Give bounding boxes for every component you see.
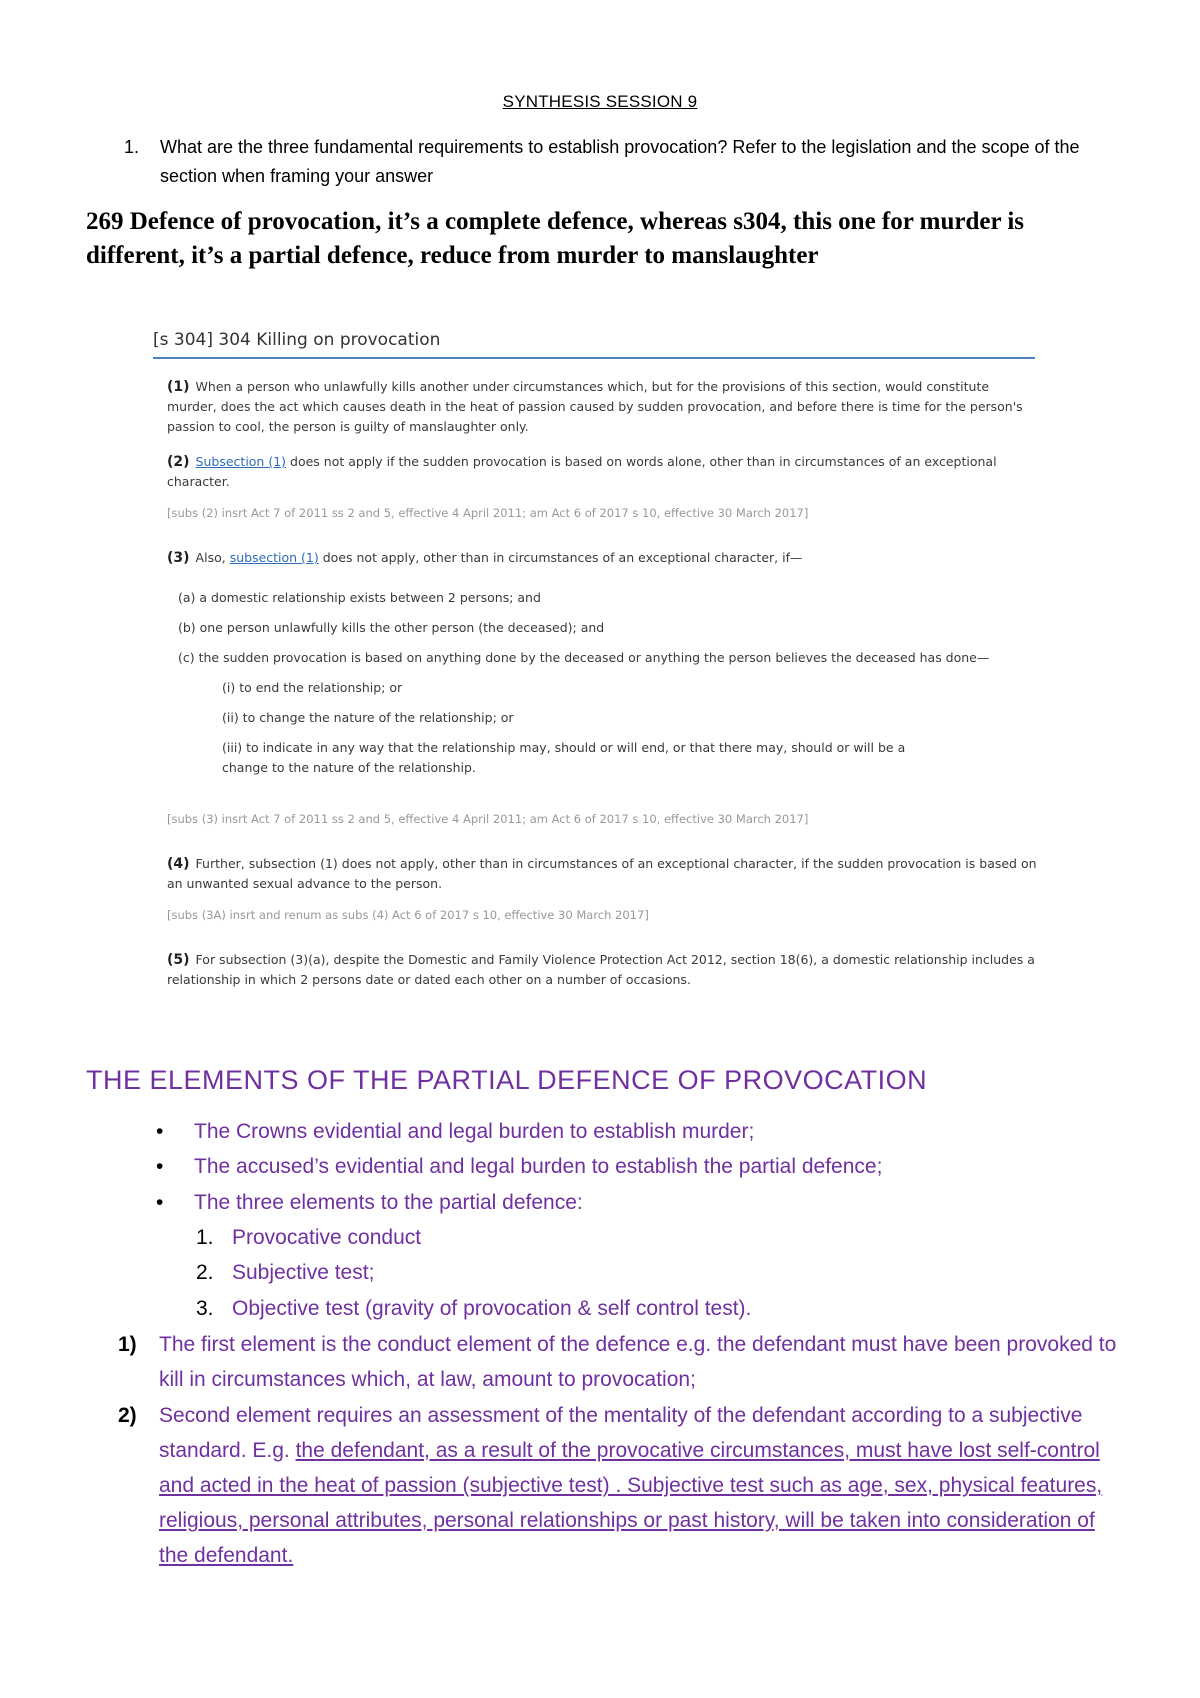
bullet-text: The three elements to the partial defence: (194, 1191, 583, 1214)
paragraph-b: (b) one person unlawfully kills the other person (the deceased); and (178, 620, 605, 635)
point-text: The first element is the conduct element of the defence e.g. the defendant must have been provoked to kill in circumstances which, at law, amount to provocation; (159, 1333, 1117, 1391)
bullet-icon: • (156, 1120, 164, 1143)
amendment-note: [subs (3) insrt Act 7 of 2011 ss 2 and 5, effective 4 April 2011; am Act 6 of 2017 s 10, effective 30 March 2017] (167, 812, 809, 826)
subsection-link[interactable]: subsection (1) (229, 550, 319, 565)
subsection-1 (167, 377, 1037, 437)
paragraph-a: (a) a domestic relationship exists between 2 persons; and (178, 590, 541, 605)
subparagraph-ii: (ii) to change the nature of the relationship; or (222, 710, 514, 725)
point-underlined-text: the defendant, as a result of the provocative circumstances, must have lost self-control and acted in the heat of passion (subjective test) . Subjective test such as age, sex, physical features, religious, personal attributes, personal relationships or past history, will be taken into consideration of the defendant. (159, 1439, 1103, 1567)
page-title: SYNTHESIS SESSION 9 (502, 92, 698, 111)
subsection-text: Further, subsection (1) does not apply, other than in circumstances of an exceptional character, if the sudden provocation is based on an unwanted sexual advance to the person. (167, 856, 1037, 891)
point-number: 2) (118, 1404, 137, 1427)
item-text: Provocative conduct (232, 1226, 422, 1249)
subsection-2 (167, 452, 1037, 492)
bullet-text: The Crowns evidential and legal burden to establish murder; (194, 1120, 755, 1143)
subsection-text: For subsection (3)(a), despite the Domestic and Family Violence Protection Act 2012, section 18(6), a domestic relationship includes a relationship in which 2 persons date or dated each other on a number of occasions. (167, 952, 1035, 987)
question-number: 1. (124, 137, 140, 157)
amendment-note: [subs (2) insrt Act 7 of 2011 ss 2 and 5, effective 4 April 2011; am Act 6 of 2017 s 10, effective 30 March 2017] (167, 506, 809, 520)
subsection-number: (1) (167, 379, 190, 395)
subsection-number: (2) (167, 454, 190, 470)
section-269-heading: 269 Defence of provocation, it’s a complete defence, whereas s304, this one for murder is different, it’s a partial defence, reduce from murder to manslaughter (86, 208, 1025, 269)
point-text: Second element requires an assessment of the mentality of the defendant according to a subjective standard. E.g. (159, 1404, 1083, 1462)
subsection-text: When a person who unlawfully kills another under circumstances which, but for the provisions of this section, would constitute murder, does the act which causes death in the heat of passion caused by sudden provocation, and before there is time for the person's passion to cool, the person is guilty of manslaughter only. (167, 379, 1023, 434)
subsection-number: (4) (167, 856, 190, 872)
legislation-title: [s 304] 304 Killing on provocation (153, 330, 441, 350)
question-1 (124, 133, 1114, 191)
subsection-prefix: Also, (195, 550, 230, 565)
subsection-number: (5) (167, 952, 190, 968)
item-number: 2. (196, 1261, 214, 1284)
item-number: 1. (196, 1226, 214, 1249)
subsection-5 (167, 950, 1037, 990)
item-text: Subjective test; (232, 1261, 375, 1284)
subparagraph-i: (i) to end the relationship; or (222, 680, 403, 695)
point-number: 1) (118, 1333, 137, 1356)
item-text: Objective test (gravity of provocation & self control test). (232, 1297, 752, 1320)
bullet-icon: • (156, 1191, 164, 1214)
question-text: What are the three fundamental requirements to establish provocation? Refer to the legislation and the scope of the section when framing your answer (160, 137, 1080, 186)
paragraph-c: (c) the sudden provocation is based on anything done by the deceased or anything the person believes the deceased has done— (178, 650, 990, 665)
subsection-4 (167, 854, 1037, 894)
subsection-number: (3) (167, 550, 190, 566)
bullet-icon: • (156, 1155, 164, 1178)
subsection-link[interactable]: Subsection (1) (195, 454, 287, 469)
element-point-1 (118, 1327, 1128, 1397)
item-number: 3. (196, 1297, 214, 1320)
bullet-text: The accused’s evidential and legal burden to establish the partial defence; (194, 1155, 883, 1178)
subsection-text: does not apply if the sudden provocation is based on words alone, other than in circumstances of an exceptional character. (167, 454, 997, 489)
title-divider (153, 357, 1035, 359)
subparagraph-iii: (iii) to indicate in any way that the relationship may, should or will end, or that there may, should or will be a change to the nature of the relationship. (222, 740, 906, 775)
elements-heading: THE ELEMENTS OF THE PARTIAL DEFENCE OF PROVOCATION (86, 1065, 928, 1095)
element-point-2 (118, 1398, 1128, 1573)
subsection-3 (167, 548, 1037, 568)
point-body (159, 1398, 1128, 1573)
amendment-note: [subs (3A) insrt and renum as subs (4) Act 6 of 2017 s 10, effective 30 March 2017] (167, 908, 649, 922)
subsection-text: does not apply, other than in circumstances of an exceptional character, if— (318, 550, 803, 565)
